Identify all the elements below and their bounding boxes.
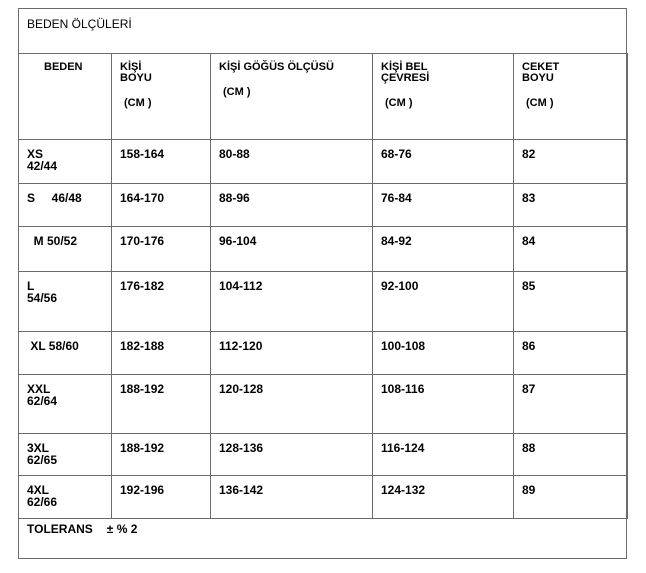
boy-cell: 188-192 [112, 434, 211, 476]
bel-cell: 108-116 [373, 375, 514, 434]
boy-cell: 182-188 [112, 332, 211, 375]
size-label: 4XL [27, 483, 50, 497]
header-bel [373, 54, 514, 140]
size-label: 3XL [27, 441, 50, 455]
ceket-cell: 85 [514, 272, 628, 332]
gogus-cell: 128-136 [211, 434, 373, 476]
gogus-cell: 80-88 [211, 140, 373, 184]
bel-cell: 68-76 [373, 140, 514, 184]
tolerance-label: TOLERANS [27, 522, 93, 536]
bel-cell: 100-108 [373, 332, 514, 375]
header-unit: (CM ) [223, 86, 251, 98]
ceket-cell: 82 [514, 140, 628, 184]
table-row [19, 476, 628, 519]
ceket-cell: 86 [514, 332, 628, 375]
header-label: BOYU [120, 72, 152, 84]
header-beden [19, 54, 112, 140]
boy-cell: 164-170 [112, 184, 211, 227]
gogus-cell: 104-112 [211, 272, 373, 332]
size-chart-frame [18, 8, 627, 559]
size-label: 54/56 [27, 291, 58, 305]
bel-cell: 84-92 [373, 227, 514, 272]
table-row [19, 375, 628, 434]
size-cell: XL 58/60 [19, 332, 112, 375]
size-label: XS [27, 147, 44, 161]
page-title: BEDEN ÖLÇÜLERİ [27, 17, 132, 31]
gogus-cell: 112-120 [211, 332, 373, 375]
gogus-cell: 120-128 [211, 375, 373, 434]
tolerance-note [27, 522, 151, 536]
header-label: KİŞİ [120, 61, 142, 73]
table-row [19, 332, 628, 375]
bel-cell: 92-100 [373, 272, 514, 332]
header-unit: (CM ) [385, 97, 413, 109]
header-row [19, 54, 628, 140]
ceket-cell: 83 [514, 184, 628, 227]
boy-cell: 188-192 [112, 375, 211, 434]
size-label: 62/66 [27, 495, 58, 509]
size-label: L [27, 279, 35, 293]
ceket-cell: 84 [514, 227, 628, 272]
header-label: KİŞİ GÖĞÜS ÖLÇÜSÜ [219, 61, 334, 73]
header-unit: (CM ) [124, 97, 152, 109]
size-cell [19, 375, 112, 434]
ceket-cell: 87 [514, 375, 628, 434]
bel-cell: 76-84 [373, 184, 514, 227]
size-cell [19, 272, 112, 332]
size-cell: S 46/48 [19, 184, 112, 227]
table-row [19, 140, 628, 184]
table-row [19, 227, 628, 272]
size-label: 62/64 [27, 394, 58, 408]
table-row [19, 434, 628, 476]
table-row [19, 272, 628, 332]
size-cell [19, 476, 112, 519]
ceket-cell: 88 [514, 434, 628, 476]
size-label: 42/44 [27, 159, 58, 173]
tolerance-value: ± % 2 [106, 522, 138, 536]
table-row [19, 184, 628, 227]
size-cell [19, 434, 112, 476]
header-ceket [514, 54, 628, 140]
size-table [18, 53, 628, 519]
gogus-cell: 96-104 [211, 227, 373, 272]
gogus-cell: 136-142 [211, 476, 373, 519]
size-label: XXL [27, 382, 51, 396]
boy-cell: 192-196 [112, 476, 211, 519]
header-gogus [211, 54, 373, 140]
size-cell: M 50/52 [19, 227, 112, 272]
header-label: ÇEVRESİ [381, 72, 430, 84]
gogus-cell: 88-96 [211, 184, 373, 227]
header-label: BOYU [522, 72, 554, 84]
bel-cell: 124-132 [373, 476, 514, 519]
size-cell [19, 140, 112, 184]
ceket-cell: 89 [514, 476, 628, 519]
header-label: BEDEN [44, 61, 83, 73]
boy-cell: 158-164 [112, 140, 211, 184]
header-unit: (CM ) [526, 97, 554, 109]
header-label: KİŞİ BEL [381, 61, 428, 73]
header-kisi-boyu [112, 54, 211, 140]
bel-cell: 116-124 [373, 434, 514, 476]
header-label: CEKET [522, 61, 560, 73]
boy-cell: 176-182 [112, 272, 211, 332]
size-label: 62/65 [27, 453, 58, 467]
boy-cell: 170-176 [112, 227, 211, 272]
